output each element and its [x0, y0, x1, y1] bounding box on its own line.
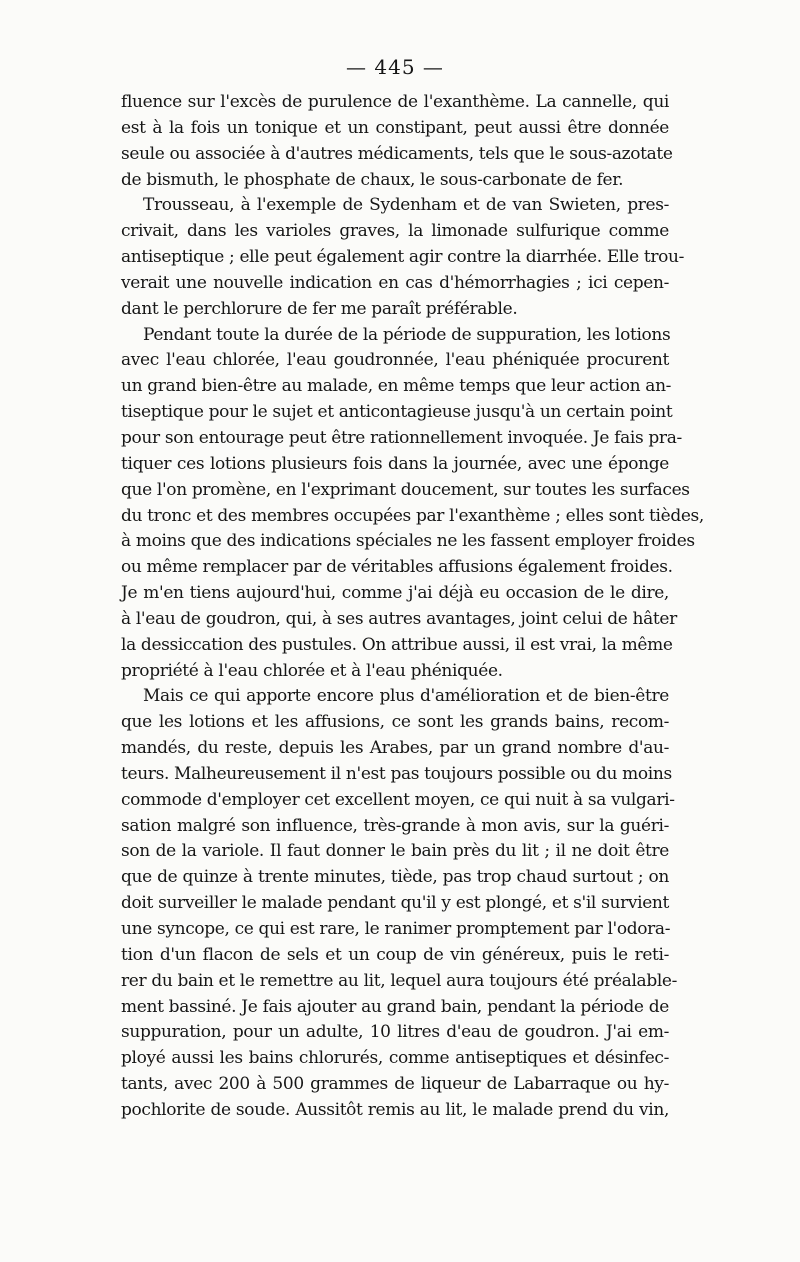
text-line: Pendant toute la durée de la période de suppuration, les lotions [143, 324, 671, 345]
text-line: tion d'un flacon de sels et un coup de vin généreux, puis le reti- [121, 944, 669, 965]
text-line: crivait, dans les varioles graves, la limonade sulfurique comme [121, 221, 669, 242]
text-line: ou même remplacer par de véritables affusions également froides. [121, 557, 673, 578]
text-line: seule ou associée à d'autres médicaments, tels que le sous-azotate [121, 143, 673, 164]
text-line: verait une nouvelle indication en cas d'hémorrhagies ; ici cepen- [121, 272, 669, 293]
text-line: de bismuth, le phosphate de chaux, le sous-carbonate de fer. [121, 169, 624, 190]
text-line: tiseptique pour le sujet et anticontagieuse jusqu'à un certain point [121, 402, 673, 423]
page-number: — 445 — [346, 55, 444, 79]
text-line: Trousseau, à l'exemple de Sydenham et de van Swieten, pres- [143, 195, 669, 216]
text-line: dant le perchlorure de fer me paraît préférable. [121, 298, 518, 319]
text-line: mandés, du reste, depuis les Arabes, par un grand nombre d'au- [121, 738, 669, 759]
text-line: à l'eau de goudron, qui, à ses autres avantages, joint celui de hâter [121, 608, 677, 629]
text-line: ment bassiné. Je fais ajouter au grand bain, pendant la période de [121, 996, 669, 1017]
text-line: tiquer ces lotions plusieurs fois dans la journée, avec une éponge [121, 453, 669, 474]
body-text [121, 90, 704, 1124]
book-page [121, 52, 704, 1124]
text-line: est à la fois un tonique et un constipant, peut aussi être donnée [121, 117, 669, 138]
text-line: suppuration, pour un adulte, 10 litres d'eau de goudron. J'ai em- [121, 1022, 669, 1043]
text-line: son de la variole. Il faut donner le bain près du lit ; il ne doit être [121, 841, 669, 862]
text-line: une syncope, ce qui est rare, le ranimer promptement par l'odora- [121, 919, 671, 939]
text-line: avec l'eau chlorée, l'eau goudronnée, l'eau phéniquée procurent [121, 350, 669, 371]
text-line: pour son entourage peut être rationnellement invoquée. Je fais pra- [121, 427, 682, 448]
text-line: ployé aussi les bains chlorurés, comme antiseptiques et désinfec- [121, 1048, 669, 1069]
text-line: commode d'employer cet excellent moyen, ce qui nuit à sa vulgari- [121, 789, 675, 810]
text-line: pochlorite de soude. Aussitôt remis au lit, le malade prend du vin, [121, 1099, 669, 1120]
text-line: Mais ce qui apporte encore plus d'amélioration et de bien-être [143, 686, 669, 707]
text-line: doit surveiller le malade pendant qu'il y est plongé, et s'il survient [121, 893, 669, 914]
text-line: à moins que des indications spéciales ne les fassent employer froides [121, 531, 695, 552]
text-line: que l'on promène, en l'exprimant doucement, sur toutes les surfaces [121, 479, 690, 500]
text-line: que de quinze à trente minutes, tiède, pas trop chaud surtout ; on [121, 867, 669, 888]
text-line: un grand bien-être au malade, en même temps que leur action an- [121, 376, 672, 397]
text-line: teurs. Malheureusement il n'est pas toujours possible ou du moins [121, 763, 672, 784]
text-line: antiseptique ; elle peut également agir contre la diarrhée. Elle trou- [121, 247, 684, 268]
text-line: tants, avec 200 à 500 grammes de liqueur de Labarraque ou hy- [121, 1074, 669, 1095]
text-line: rer du bain et le remettre au lit, lequel aura toujours été préalable- [121, 970, 678, 991]
text-line: du tronc et des membres occupées par l'exanthème ; elles sont tièdes, [121, 505, 704, 526]
text-line: sation malgré son influence, très-grande à mon avis, sur la guéri- [121, 815, 669, 836]
text-line: propriété à l'eau chlorée et à l'eau phéniquée. [121, 660, 503, 681]
text-line: la dessiccation des pustules. On attribue aussi, il est vrai, la même [121, 634, 673, 655]
text-line: fluence sur l'excès de purulence de l'exanthème. La cannelle, qui [121, 92, 669, 112]
text-line: Je m'en tiens aujourd'hui, comme j'ai déjà eu occasion de le dire, [121, 583, 669, 604]
text-line: que les lotions et les affusions, ce sont les grands bains, recom- [121, 712, 669, 733]
